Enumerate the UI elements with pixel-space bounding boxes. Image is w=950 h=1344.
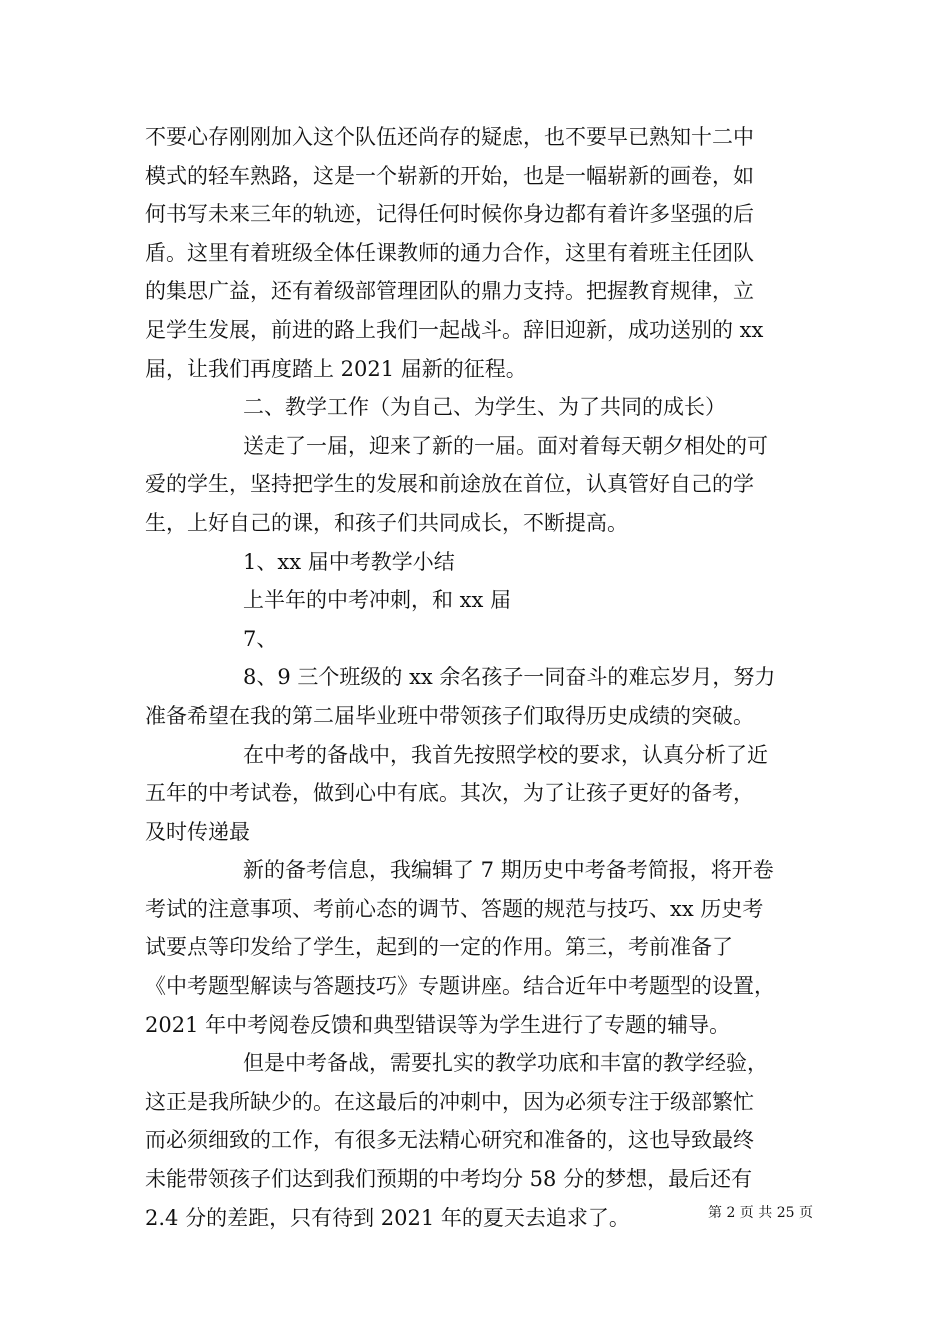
text-line: 在中考的备战中，我首先按照学校的要求，认真分析了近 xyxy=(243,742,768,767)
text-line: 但是中考备战，需要扎实的教学功底和丰富的教学经验， xyxy=(243,1051,768,1076)
text-line: 生，上好自己的课，和孩子们共同成长，不断提高。 xyxy=(145,510,628,535)
section-heading: 二、教学工作（为自己、为学生、为了共同的成长） xyxy=(243,395,726,420)
text-line: 7、 xyxy=(243,626,278,651)
text-line: 的集思广益，还有着级部管理团队的鼎力支持。把握教育规律，立 xyxy=(145,279,754,304)
text-line: 上半年的中考冲刺，和 xx 届 xyxy=(243,588,512,613)
text-line: 届，让我们再度踏上 2021 届新的征程。 xyxy=(145,356,527,381)
text-line: 送走了一届，迎来了新的一届。面对着每天朝夕相处的可 xyxy=(243,433,768,458)
text-line: 模式的轻车熟路，这是一个崭新的开始，也是一幅崭新的画卷，如 xyxy=(145,163,754,188)
text-line: 爱的学生，坚持把学生的发展和前途放在首位，认真管好自己的学 xyxy=(145,472,754,497)
text-line: 考试的注意事项、考前心态的调节、答题的规范与技巧、xx 历史考 xyxy=(145,896,764,921)
text-line: 准备希望在我的第二届毕业班中带领孩子们取得历史成绩的突破。 xyxy=(145,703,754,728)
text-line: 2021 年中考阅卷反馈和典型错误等为学生进行了专题的辅导。 xyxy=(145,1012,731,1037)
text-line: 新的备考信息，我编辑了 7 期历史中考备考简报，将开卷 xyxy=(243,858,774,883)
body-text xyxy=(145,118,825,1237)
text-line: 试要点等印发给了学生，起到的一定的作用。第三，考前准备了 xyxy=(145,935,733,960)
page-number: 第 2 页 共 25 页 xyxy=(708,1205,813,1221)
text-line: 足学生发展，前进的路上我们一起战斗。辞旧迎新，成功送别的 xx xyxy=(145,317,764,342)
subsection-heading: 1、xx 届中考教学小结 xyxy=(243,549,455,574)
text-line: 盾。这里有着班级全体任课教师的通力合作，这里有着班主任团队 xyxy=(145,240,754,265)
text-line: 这正是我所缺少的。在这最后的冲刺中，因为必须专注于级部繁忙 xyxy=(145,1089,754,1114)
text-line: 不要心存刚刚加入这个队伍还尚存的疑虑，也不要早已熟知十二中 xyxy=(145,125,754,149)
text-line: 《中考题型解读与答题技巧》专题讲座。结合近年中考题型的设置， xyxy=(145,974,775,999)
text-line: 8、9 三个班级的 xx 余名孩子一同奋斗的难忘岁月，努力 xyxy=(243,665,776,690)
text-line: 五年的中考试卷，做到心中有底。其次，为了让孩子更好的备考， xyxy=(145,781,754,806)
text-line: 2.4 分的差距，只有待到 2021 年的夏天去追求了。 xyxy=(145,1205,630,1230)
text-line: 及时传递最 xyxy=(145,819,250,844)
text-line: 而必须细致的工作，有很多无法精心研究和准备的，这也导致最终 xyxy=(145,1128,754,1153)
text-line: 未能带领孩子们达到我们预期的中考均分 58 分的梦想，最后还有 xyxy=(145,1167,753,1192)
text-line: 何书写未来三年的轨迹，记得任何时候你身边都有着许多坚强的后 xyxy=(145,202,754,227)
